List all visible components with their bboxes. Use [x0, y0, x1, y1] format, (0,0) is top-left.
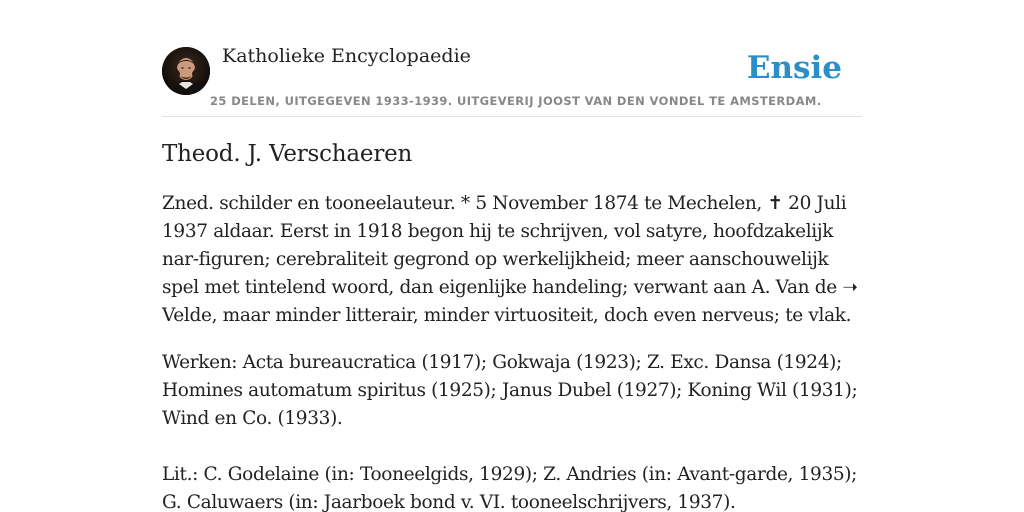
source-avatar[interactable] — [162, 47, 210, 95]
article-paragraph-description: Zned. schilder en tooneelauteur. * 5 November 1874 te Mechelen, ✝ 20 Juli 1937 aldaar. Eerst in 1918 begon hij te schrijven, vol satyre, hoofdzakelijk nar-figuren; cerebraliteit gegrond op werkelijkheid; meer aanschouwelijk spel met tintelend woord, dan eigenlijke handeling; verwant aan A. Van de ➝ Velde, maar minder litterair, minder virtuositeit, doch even nerveus; te vlak. — [162, 193, 858, 326]
article-title: Theod. J. Verschaeren — [162, 141, 413, 167]
portrait-icon — [162, 47, 210, 95]
article-paragraph-literature: Lit.: C. Godelaine (in: Tooneelgids, 1929); Z. Andries (in: Avant-garde, 1935); G. Caluwaers (in: Jaarboek bond v. VI. tooneelschrijvers, 1937). — [162, 464, 858, 512]
source-header — [162, 44, 862, 117]
article-paragraph-works: Werken: Acta bureaucratica (1917); Gokwaja (1923); Z. Exc. Dansa (1924); Homines automatum spiritus (1925); Janus Dubel (1927); Koning Wil (1931); Wind en Co. (1933). — [162, 352, 858, 429]
source-meta: 25 DELEN, UITGEGEVEN 1933-1939. UITGEVERIJ JOOST VAN DEN VONDEL TE AMSTERDAM. — [210, 94, 822, 108]
ensie-logo-link[interactable]: Ensie — [746, 50, 842, 86]
article — [162, 138, 862, 512]
source-title[interactable]: Katholieke Encyclopaedie — [222, 45, 471, 67]
